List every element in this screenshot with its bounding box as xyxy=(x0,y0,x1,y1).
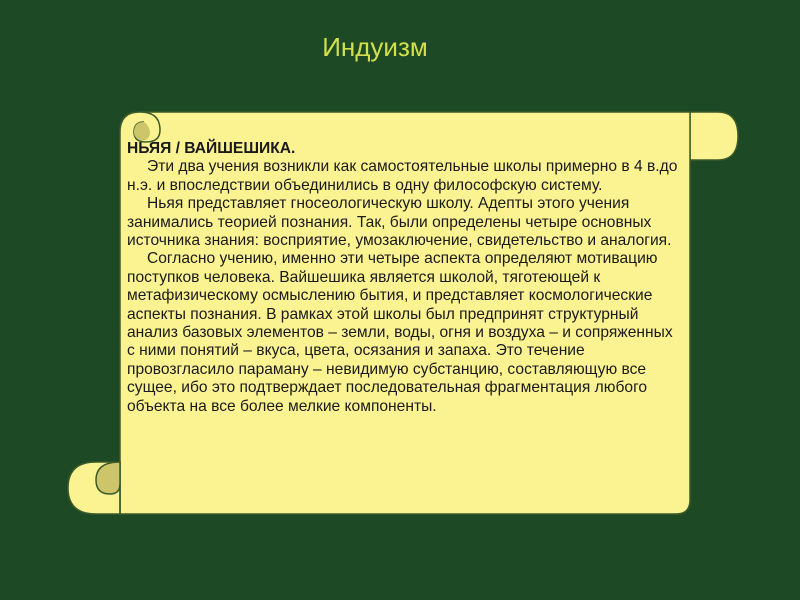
paragraph: Согласно учению, именно эти четыре аспекта определяют мотивацию поступков человека. Вайшешика является школой, тяготеющей к метафизическому осмыслению бытия, и представляет космологические аспекты познания. В рамках этой школы был предпринят структурный анализ базовых элементов – земли, воды, огня и воздуха – и сопряженных с ними понятий – вкуса, цвета, осязания и запаха. Это течение провозгласило параману – невидимую субстанцию, составляющую все сущее, ибо это подтверждает последовательная фрагментация любого объекта на все более мелкие компоненты. xyxy=(127,250,673,415)
paragraph: Ньяя представляет гносеологическую школу. Адепты этого учения занимались теорией познания. Так, были определены четыре основных источника знания: восприятие, умозаключение, свидетельство и аналогия. xyxy=(127,195,672,250)
scroll-text xyxy=(127,140,682,416)
paragraph: Эти два учения возникли как самостоятельные школы примерно в 4 в.до н.э. и впоследствии объединились в одну философскую систему. xyxy=(127,158,678,194)
scroll-heading: НЬЯЯ / ВАЙШЕШИКА. xyxy=(127,140,296,157)
slide-title: Индуизм xyxy=(322,32,428,62)
